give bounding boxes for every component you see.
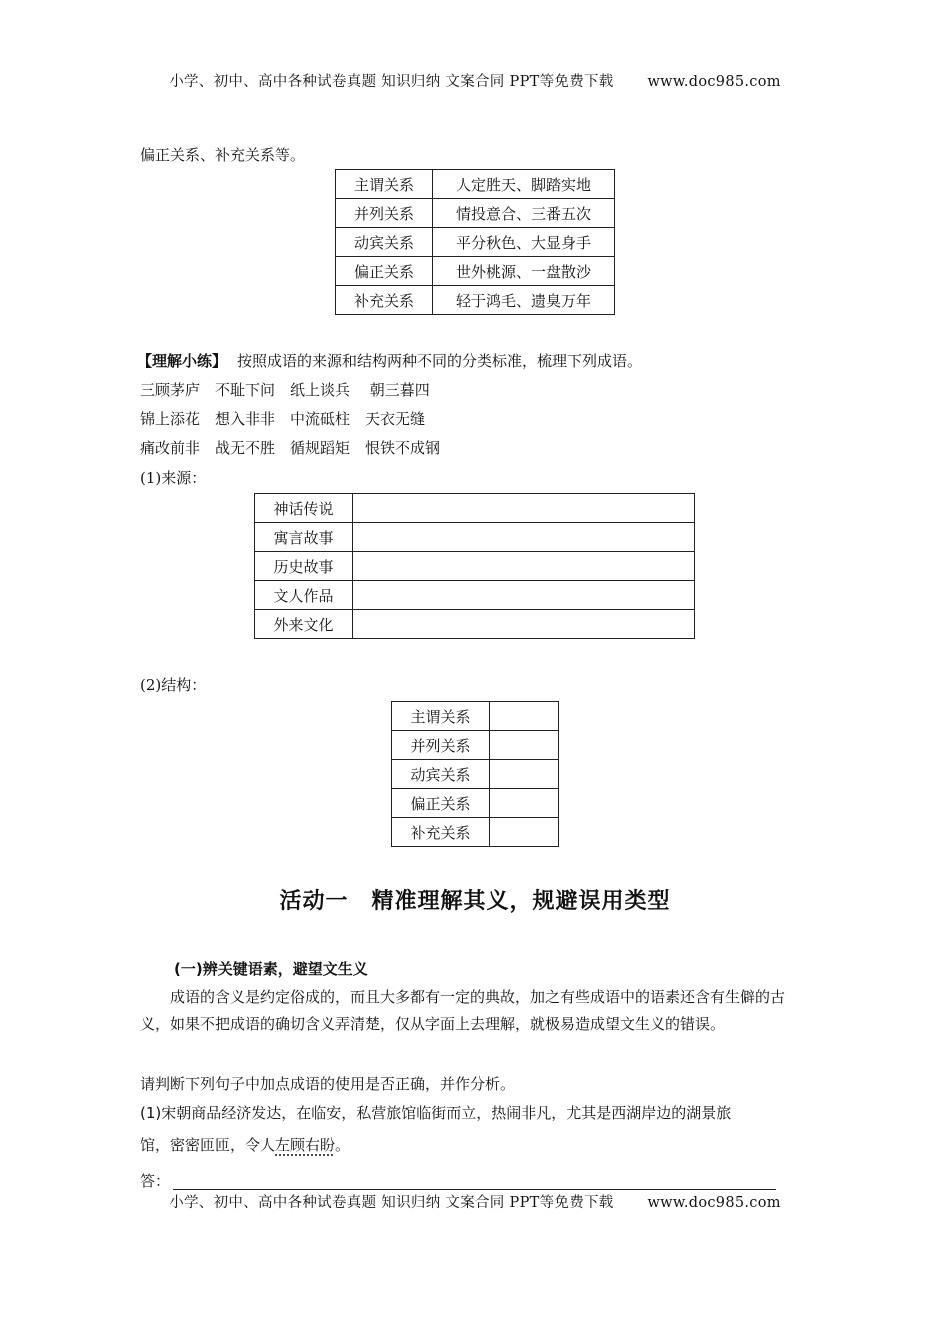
answer-cell[interactable] bbox=[490, 760, 559, 789]
table-row bbox=[336, 257, 615, 286]
examples-cell: 平分秋色、大显身手 bbox=[433, 228, 615, 257]
answer-cell[interactable] bbox=[353, 494, 695, 523]
structure-cell: 动宾关系 bbox=[392, 760, 490, 789]
table-row bbox=[392, 818, 559, 847]
idiom-line-1: 三顾茅庐 不耻下问 纸上谈兵 朝三暮四 bbox=[140, 381, 430, 399]
table-row bbox=[255, 523, 695, 552]
relation-cell: 并列关系 bbox=[336, 199, 433, 228]
activity-title-text: 活动一 精准理解其义，规避误用类型 bbox=[279, 889, 671, 914]
examples-cell: 世外桃源、一盘散沙 bbox=[433, 257, 615, 286]
activity-title bbox=[0, 884, 950, 915]
footer-url: www.doc985.com bbox=[647, 1195, 781, 1211]
answer-cell[interactable] bbox=[490, 789, 559, 818]
idiom-line-3: 痛改前非 战无不胜 循规蹈矩 恨铁不成钢 bbox=[140, 439, 441, 457]
structure-table bbox=[391, 701, 559, 847]
answer-cell[interactable] bbox=[490, 731, 559, 760]
activity-task: 请判断下列句子中加点成语的使用是否正确，并作分析。 bbox=[140, 1075, 516, 1093]
source-cell: 寓言故事 bbox=[255, 523, 353, 552]
table-row bbox=[255, 552, 695, 581]
answer-cell[interactable] bbox=[353, 610, 695, 639]
footer-text: 小学、初中、高中各种试卷真题 知识归纳 文案合同 PPT等免费下载 bbox=[169, 1195, 614, 1211]
source-cell: 历史故事 bbox=[255, 552, 353, 581]
examples-cell: 轻于鸿毛、遗臭万年 bbox=[433, 286, 615, 315]
idiom-line-2: 锦上添花 想入非非 中流砥柱 天衣无缝 bbox=[140, 410, 426, 428]
relation-cell: 偏正关系 bbox=[336, 257, 433, 286]
answer-label: 答： bbox=[140, 1172, 171, 1190]
table-row bbox=[255, 581, 695, 610]
structure-cell: 并列关系 bbox=[392, 731, 490, 760]
answer-cell[interactable] bbox=[353, 523, 695, 552]
structure-cell: 主谓关系 bbox=[392, 702, 490, 731]
practice-instruction-text: 按照成语的来源和结构两种不同的分类标准，梳理下列成语。 bbox=[237, 352, 643, 370]
structure-label: (2)结构： bbox=[140, 676, 207, 694]
answer-cell[interactable] bbox=[490, 818, 559, 847]
intro-line: 偏正关系、补充关系等。 bbox=[140, 146, 306, 164]
structure-cell: 偏正关系 bbox=[392, 789, 490, 818]
question-1-line-2 bbox=[140, 1134, 350, 1155]
examples-cell: 人定胜天、脚踏实地 bbox=[433, 170, 615, 199]
table-row bbox=[255, 610, 695, 639]
table-row bbox=[255, 494, 695, 523]
structure-examples-table bbox=[335, 169, 615, 315]
practice-label: 【理解小练】 bbox=[137, 352, 228, 370]
table-row bbox=[392, 702, 559, 731]
source-table bbox=[254, 493, 695, 639]
source-cell: 文人作品 bbox=[255, 581, 353, 610]
header-url: www.doc985.com bbox=[647, 74, 781, 90]
source-cell: 神话传说 bbox=[255, 494, 353, 523]
examples-cell: 情投意合、三番五次 bbox=[433, 199, 615, 228]
page-footer bbox=[0, 1191, 950, 1212]
relation-cell: 主谓关系 bbox=[336, 170, 433, 199]
activity-paragraph: 成语的含义是约定俗成的，而且大多都有一定的典故，加之有些成语中的语素还含有生僻的古义，如果不把成语的确切含义弄清楚，仅从字面上去理解，就极易造成望文生义的错误。 bbox=[140, 988, 786, 1033]
page-header bbox=[0, 70, 950, 91]
relation-cell: 补充关系 bbox=[336, 286, 433, 315]
table-row bbox=[336, 199, 615, 228]
relation-cell: 动宾关系 bbox=[336, 228, 433, 257]
answer-line[interactable] bbox=[173, 1171, 776, 1190]
structure-cell: 补充关系 bbox=[392, 818, 490, 847]
header-text: 小学、初中、高中各种试卷真题 知识归纳 文案合同 PPT等免费下载 bbox=[169, 74, 614, 90]
source-cell: 外来文化 bbox=[255, 610, 353, 639]
answer-cell[interactable] bbox=[490, 702, 559, 731]
dotted-idiom: 左顾右盼 bbox=[275, 1136, 336, 1154]
table-row bbox=[336, 228, 615, 257]
question-1-line-1: (1)宋朝商品经济发达，在临安，私营旅馆临街而立，热闹非凡，尤其是西湖岸边的湖景旅 bbox=[140, 1104, 732, 1122]
answer-cell[interactable] bbox=[353, 581, 695, 610]
practice-instruction bbox=[137, 350, 642, 371]
table-row bbox=[336, 170, 615, 199]
table-row bbox=[392, 731, 559, 760]
source-label: (1)来源： bbox=[140, 469, 207, 487]
table-row bbox=[336, 286, 615, 315]
activity-subheading: (一)辨关键语素，避望文生义 bbox=[174, 960, 368, 978]
question-1-end: 。 bbox=[335, 1136, 351, 1154]
question-1-text: 馆，密密匝匝，令人 bbox=[140, 1136, 276, 1154]
answer-cell[interactable] bbox=[353, 552, 695, 581]
table-row bbox=[392, 789, 559, 818]
table-row bbox=[392, 760, 559, 789]
